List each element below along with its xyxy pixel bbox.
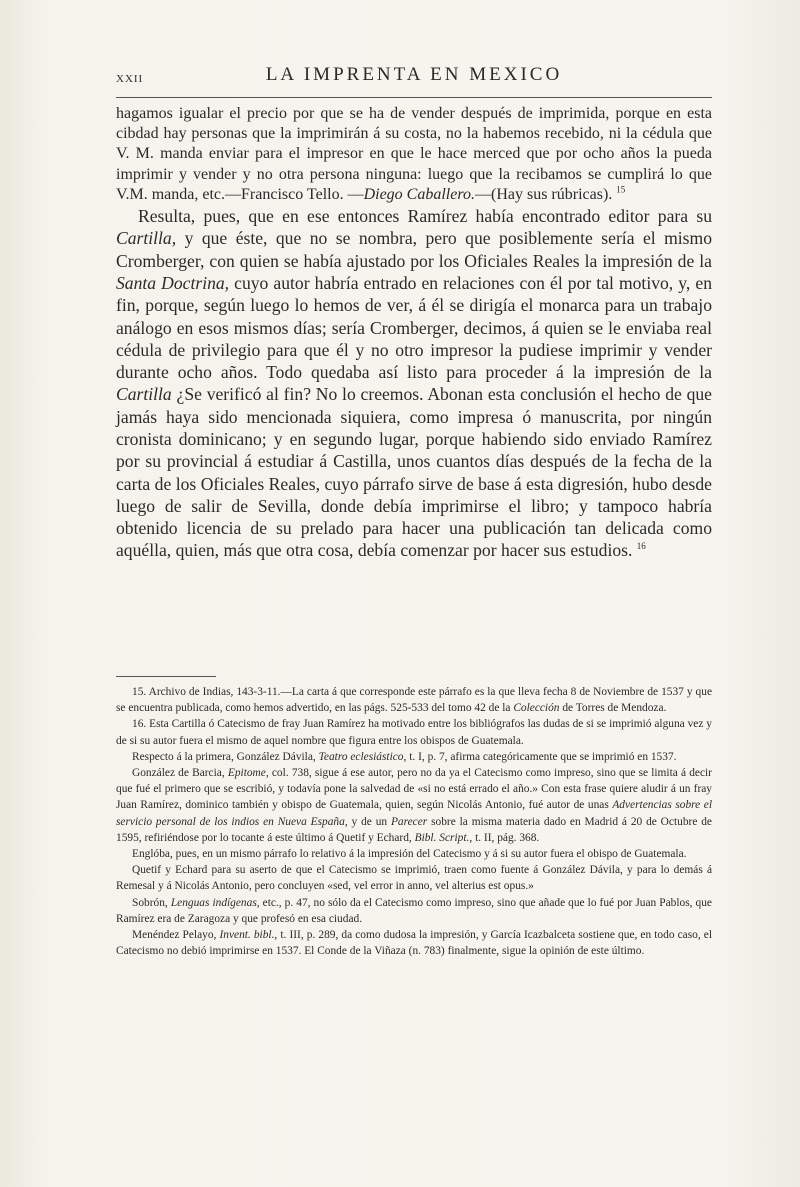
footnote-ref-15: 15 <box>616 184 626 195</box>
footnotes <box>116 684 712 959</box>
footnote-16-paragraph: Sobrón, Lenguas indígenas, etc., p. 47, no sólo da el Catecismo como impreso, sino que añade que lo fué por Juan Pablos, que Ramírez era de Zaragoza y que profesó en esa ciudad. <box>116 896 712 925</box>
footnote-rule <box>116 676 216 677</box>
main-text <box>116 104 712 562</box>
header-rule <box>116 97 712 98</box>
footnote-16-paragraph: Englóba, pues, en un mismo párrafo lo relativo á la impresión del Catecismo y á si su autor fuera el obispo de Guatemala. <box>132 848 687 861</box>
footnote-16-paragraph: Menéndez Pelayo, Invent. bibl., t. III, p. 289, da como dudosa la impresión, y García Icazbalceta sostiene que, en todo caso, el Catecismo no debió imprimirse en 1537. El Conde de la Viñaza (n. 783) finalmente, sigue la opinión de este último. <box>116 929 712 958</box>
paragraph-discussion: Resulta, pues, que en ese entonces Ramírez había encontrado editor para su Cartilla, y que éste, que no se nombra, pero que posiblemente sería el mismo Cromberger, con quien se había ajustado por los Oficiales Reales la impresión de la Santa Doctrina, cuyo autor habría entrado en relaciones con él por tal motivo, y, en fin, porque, según luego lo hemos de ver, á él se dirigía el monarca para un trabajo análogo en esos mismos días; sería Cromberger, decimos, á quien se le enviaba real cédula de privilegio para que él y no otro impresor la pudiese imprimir y vender durante ocho años. Todo quedaba así listo para proceder á la impresión de la Cartilla ¿Se verificó al fin? No lo creemos. Abonan esta conclusión el hecho de que jamás haya sido mencionada siquiera, como impresa ó manuscrita, por ningún cronista dominicano; y en segundo lugar, porque habiendo sido enviado Ramírez por su provincial á estudiar á Castilla, unos cuantos días después de la fecha de la carta de los Oficiales Reales, cuyo párrafo sirve de base á esta digresión, hubo desde luego de salir de Sevilla, donde debía imprimirse el libro; y tampoco habría obtenido licencia de su prelado para hacer una publicación tan delicada como aquélla, quien, más que otra cosa, debía comenzar por hacer sus estudios. $^{16}$ <box>116 206 712 561</box>
page-number: XXII <box>116 73 144 85</box>
footnote-ref-16: 16 <box>636 541 646 552</box>
footnote-16-paragraph: Quetif y Echard para su aserto de que el Catecismo se imprimió, traen como fuente á González Dávila, y para lo demás á Remesal y á Nicolás Antonio, pero concluyen «sed, vel error in anno, vel alterius est opus.» <box>116 864 712 893</box>
footnote-16-paragraph: González de Barcia, Epitome, col. 738, sigue á ese autor, pero no da ya el Catecismo como impreso, sino que se limita á decir que fué el primero que se escribió, y todavía pone la salvedad de «si no está errado el año.» Con esta frase quiere aludir á un fray Juan Ramírez, dominico también y obispo de Guatemala, quien, según Nicolás Antonio, fué autor de unas Advertencias sobre el servicio personal de los indios en Nueva España, y de un Parecer sobre la misma materia dado en Madrid á 20 de Octubre de 1595, refiriéndose por lo tocante á este último á Quetif y Echard, Bibl. Script., t. II, pág. 368. <box>116 767 712 844</box>
page-header <box>116 64 712 90</box>
footnote-16: 16. Esta Cartilla ó Catecismo de fray Juan Ramírez ha motivado entre los bibliógrafos las dudas de si se imprimió alguna vez y de si su autor fuera el mismo de aquel nombre que figura entre los obispos de Guatemala. <box>116 718 712 747</box>
paragraph-letter: hagamos igualar el precio por que se ha de vender después de imprimida, porque en esta cibdad hay personas que la imprimirán á su costa, no la habemos recebido, ni la cédula que V. M. manda enviar para el impresor en que le hace merced que por ocho años la pueda imprimir y vender y no otra persona ninguna: luego que la recibamos se cumplirá lo que V.M. manda, etc.—Francisco Tello. —Diego Caballero.—(Hay sus rúbricas). $^{15}$ <box>116 105 712 203</box>
running-head: LA IMPRENTA EN MEXICO <box>265 64 563 85</box>
footnote-15: 15. Archivo de Indias, 143-3-11.—La carta á que corresponde este párrafo es la que lleva fecha 8 de Noviembre de 1537 y que se encuentra publicada, como hemos advertido, en las págs. 525-533 del tomo 42 de la Colección de Torres de Mendoza. <box>116 686 712 715</box>
footnote-16-paragraph: Respecto á la primera, González Dávila, Teatro eclesiástico, t. I, p. 7, afirma categóricamente que se imprimió en 1537. <box>132 750 677 763</box>
